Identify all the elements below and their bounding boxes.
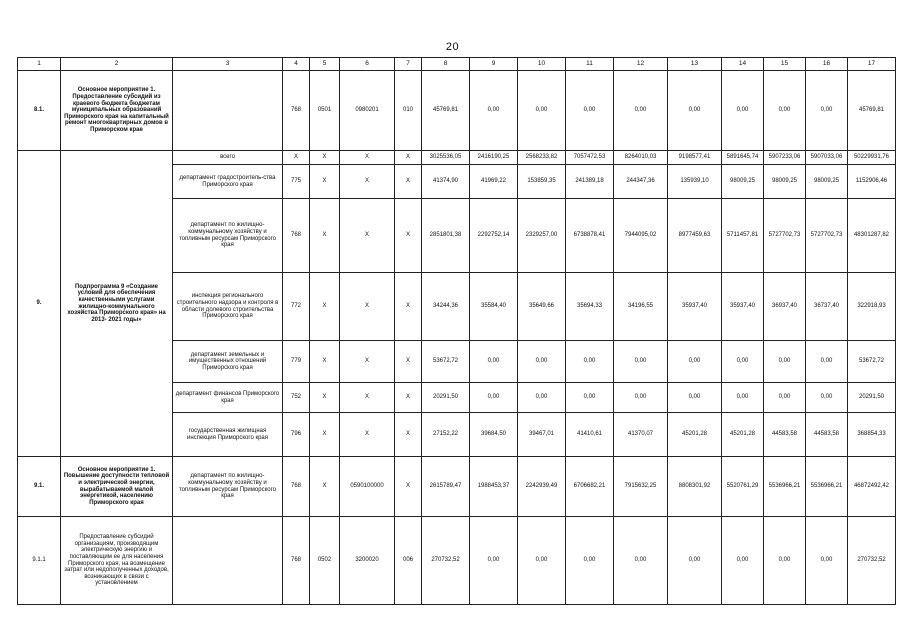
page-number: 20 <box>445 41 460 53</box>
value-cell: 796 <box>283 413 310 457</box>
value-cell: 41969,22 <box>470 165 518 199</box>
value-cell: 2568233,82 <box>518 151 566 165</box>
value-cell: 8264010,03 <box>614 151 668 165</box>
row-number: 8.1. <box>18 71 61 151</box>
value-cell: 9198577,41 <box>668 151 722 165</box>
value-cell: 0,00 <box>806 341 848 383</box>
value-cell: 0,00 <box>614 383 668 413</box>
value-cell: 2292752,14 <box>470 199 518 273</box>
value-cell: 41410,61 <box>566 413 614 457</box>
value-cell: 0,00 <box>566 383 614 413</box>
value-cell: 1152906,46 <box>848 165 896 199</box>
value-cell: 0501 <box>310 71 340 151</box>
value-cell: 2329257,00 <box>518 199 566 273</box>
value-cell: 0,00 <box>470 341 518 383</box>
row-description: Предоставление субсидий организациям, производящим электрическую энергию и поставляющим ее для населения Приморского края, на возмещение затрат или недополученных доходов, возникающих в связи с установлением <box>61 517 173 605</box>
value-cell: 98009,25 <box>764 165 806 199</box>
value-cell: 0,00 <box>722 341 764 383</box>
value-cell: Х <box>395 199 422 273</box>
value-cell: 0,00 <box>566 517 614 605</box>
row-executor: всего <box>173 151 283 165</box>
value-cell: 752 <box>283 383 310 413</box>
value-cell: Х <box>340 413 395 457</box>
value-cell: 45769,81 <box>422 71 470 151</box>
value-cell: 44583,58 <box>764 413 806 457</box>
value-cell: 0,00 <box>668 71 722 151</box>
value-cell: Х <box>395 341 422 383</box>
table-row <box>18 151 896 165</box>
budget-table <box>17 57 896 605</box>
value-cell: 7915632,25 <box>614 457 668 517</box>
value-cell: Х <box>340 199 395 273</box>
value-cell: Х <box>395 413 422 457</box>
value-cell: 0,00 <box>764 71 806 151</box>
row-executor <box>173 71 283 151</box>
value-cell: 3025536,05 <box>422 151 470 165</box>
value-cell: 0,00 <box>668 341 722 383</box>
value-cell: 5891645,74 <box>722 151 764 165</box>
header-cell: 17 <box>848 58 896 71</box>
value-cell: 0,00 <box>764 341 806 383</box>
row-executor: инспекция регионального строительного надзора и контроля в области долевого строительства Приморского края <box>173 273 283 341</box>
value-cell: 36737,40 <box>806 273 848 341</box>
value-cell: 3200020 <box>340 517 395 605</box>
value-cell: 2416190,25 <box>470 151 518 165</box>
value-cell: 44583,58 <box>806 413 848 457</box>
value-cell: 1988453,37 <box>470 457 518 517</box>
value-cell: 0502 <box>310 517 340 605</box>
value-cell: 0,00 <box>668 383 722 413</box>
value-cell: 98009,25 <box>806 165 848 199</box>
value-cell: 775 <box>283 165 310 199</box>
value-cell: 0,00 <box>470 517 518 605</box>
row-description: Подпрограмма 9 «Создание условий для обеспечения качественными услугами жилищно-коммунального хозяйства Приморского края» на 2013- 2021 годы» <box>61 151 173 457</box>
value-cell: 41374,90 <box>422 165 470 199</box>
value-cell: 35937,40 <box>668 273 722 341</box>
value-cell: 0980201 <box>340 71 395 151</box>
value-cell: 0,00 <box>614 517 668 605</box>
value-cell: 0,00 <box>518 341 566 383</box>
row-description: Основное мероприятие 1. Предоставление субсидий из краевого бюджета бюджетам муниципальных образований Приморского края на капитальный ремонт многоквартирных домов в Приморском крае <box>61 71 173 151</box>
header-cell: 14 <box>722 58 764 71</box>
value-cell: 006 <box>395 517 422 605</box>
value-cell: 0,00 <box>518 71 566 151</box>
header-cell: 9 <box>470 58 518 71</box>
row-number: 9.1.1 <box>18 517 61 605</box>
value-cell: Х <box>340 165 395 199</box>
value-cell: Х <box>395 273 422 341</box>
value-cell: 0,00 <box>470 383 518 413</box>
row-number: 9. <box>18 151 61 457</box>
table-row <box>18 71 896 151</box>
row-executor: департамент земельных и имущественных отношений Приморского края <box>173 341 283 383</box>
value-cell: Х <box>395 383 422 413</box>
value-cell: 27152,22 <box>422 413 470 457</box>
value-cell: 0,00 <box>722 517 764 605</box>
value-cell: 241389,18 <box>566 165 614 199</box>
value-cell: 5727702,73 <box>806 199 848 273</box>
value-cell: 5727702,73 <box>764 199 806 273</box>
header-row <box>18 58 896 71</box>
value-cell: Х <box>340 273 395 341</box>
value-cell: 5711457,81 <box>722 199 764 273</box>
row-executor: департамент финансов Приморского края <box>173 383 283 413</box>
value-cell: 0,00 <box>668 517 722 605</box>
value-cell: 5907233,06 <box>764 151 806 165</box>
value-cell: 368854,33 <box>848 413 896 457</box>
header-cell: 1 <box>18 58 61 71</box>
value-cell: 2615789,47 <box>422 457 470 517</box>
value-cell: 0,00 <box>566 71 614 151</box>
value-cell: Х <box>283 151 310 165</box>
value-cell: Х <box>395 457 422 517</box>
value-cell: 35694,33 <box>566 273 614 341</box>
row-executor: департамент по жилищно-коммунальному хозяйству и топливным ресурсам Приморского края <box>173 199 283 273</box>
value-cell: Х <box>310 151 340 165</box>
header-cell: 3 <box>173 58 283 71</box>
value-cell: 7057472,53 <box>566 151 614 165</box>
value-cell: Х <box>310 199 340 273</box>
value-cell: 39467,01 <box>518 413 566 457</box>
value-cell: Х <box>310 457 340 517</box>
value-cell: 0,00 <box>722 71 764 151</box>
value-cell: 34196,55 <box>614 273 668 341</box>
value-cell: 46872492,42 <box>848 457 896 517</box>
value-cell: 7944095,02 <box>614 199 668 273</box>
value-cell: 768 <box>283 517 310 605</box>
header-cell: 11 <box>566 58 614 71</box>
value-cell: 0,00 <box>470 71 518 151</box>
table-row <box>18 457 896 517</box>
value-cell: 772 <box>283 273 310 341</box>
value-cell: Х <box>310 273 340 341</box>
value-cell: 5907033,06 <box>806 151 848 165</box>
value-cell: 5536966,21 <box>764 457 806 517</box>
value-cell: 244347,36 <box>614 165 668 199</box>
value-cell: 779 <box>283 341 310 383</box>
value-cell: Х <box>310 383 340 413</box>
value-cell: 0,00 <box>764 517 806 605</box>
header-cell: 7 <box>395 58 422 71</box>
value-cell: Х <box>310 341 340 383</box>
value-cell: 768 <box>283 199 310 273</box>
value-cell: 45201,28 <box>722 413 764 457</box>
value-cell: 0,00 <box>806 71 848 151</box>
row-executor <box>173 517 283 605</box>
value-cell: 0,00 <box>566 341 614 383</box>
value-cell: 35649,66 <box>518 273 566 341</box>
value-cell: 322918,93 <box>848 273 896 341</box>
value-cell: 39684,50 <box>470 413 518 457</box>
value-cell: 53672,72 <box>422 341 470 383</box>
header-cell: 4 <box>283 58 310 71</box>
value-cell: Х <box>340 151 395 165</box>
value-cell: 8808301,92 <box>668 457 722 517</box>
header-cell: 2 <box>61 58 173 71</box>
value-cell: 8977459,63 <box>668 199 722 273</box>
value-cell: 48301287,82 <box>848 199 896 273</box>
value-cell: 2242939,49 <box>518 457 566 517</box>
value-cell: 34244,36 <box>422 273 470 341</box>
row-executor: государственная жилищная инспекция Приморского края <box>173 413 283 457</box>
value-cell: 0,00 <box>764 383 806 413</box>
value-cell: 45769,81 <box>848 71 896 151</box>
value-cell: 270732,52 <box>848 517 896 605</box>
value-cell: 0,00 <box>518 517 566 605</box>
row-executor: департамент по жилищно-коммунальному хозяйству и топливным ресурсам Приморского края <box>173 457 283 517</box>
value-cell: 153859,35 <box>518 165 566 199</box>
value-cell: Х <box>395 151 422 165</box>
value-cell: 135939,10 <box>668 165 722 199</box>
value-cell: 0,00 <box>806 517 848 605</box>
header-cell: 13 <box>668 58 722 71</box>
value-cell: 20291,50 <box>848 383 896 413</box>
value-cell: 0590100000 <box>340 457 395 517</box>
header-cell: 12 <box>614 58 668 71</box>
value-cell: Х <box>310 165 340 199</box>
value-cell: 010 <box>395 71 422 151</box>
value-cell: 6706682,21 <box>566 457 614 517</box>
value-cell: 45201,28 <box>668 413 722 457</box>
value-cell: Х <box>395 165 422 199</box>
header-cell: 15 <box>764 58 806 71</box>
value-cell: 2851801,38 <box>422 199 470 273</box>
value-cell: Х <box>340 383 395 413</box>
value-cell: 0,00 <box>518 383 566 413</box>
header-cell: 16 <box>806 58 848 71</box>
value-cell: 0,00 <box>614 341 668 383</box>
table-row <box>18 517 896 605</box>
value-cell: 5520761,29 <box>722 457 764 517</box>
value-cell: 0,00 <box>722 383 764 413</box>
value-cell: Х <box>310 413 340 457</box>
row-executor: департамент градостроитель-ства Приморского края <box>173 165 283 199</box>
value-cell: 0,00 <box>614 71 668 151</box>
value-cell: 50229931,76 <box>848 151 896 165</box>
value-cell: 53672,72 <box>848 341 896 383</box>
header-cell: 5 <box>310 58 340 71</box>
value-cell: 98009,25 <box>722 165 764 199</box>
value-cell: 41370,07 <box>614 413 668 457</box>
row-number: 9.1. <box>18 457 61 517</box>
header-cell: 10 <box>518 58 566 71</box>
value-cell: 35937,40 <box>722 273 764 341</box>
value-cell: 5536966,21 <box>806 457 848 517</box>
header-cell: 6 <box>340 58 395 71</box>
header-cell: 8 <box>422 58 470 71</box>
value-cell: 0,00 <box>806 383 848 413</box>
value-cell: 768 <box>283 457 310 517</box>
value-cell: 270732,52 <box>422 517 470 605</box>
value-cell: 768 <box>283 71 310 151</box>
value-cell: Х <box>340 341 395 383</box>
value-cell: 36937,40 <box>764 273 806 341</box>
row-description: Основное мероприятие 1. Повышение доступности тепловой и электрической энергии, вырабатываемой малой энергетикой, населению Приморского края <box>61 457 173 517</box>
value-cell: 20291,50 <box>422 383 470 413</box>
value-cell: 6738878,41 <box>566 199 614 273</box>
value-cell: 35584,40 <box>470 273 518 341</box>
